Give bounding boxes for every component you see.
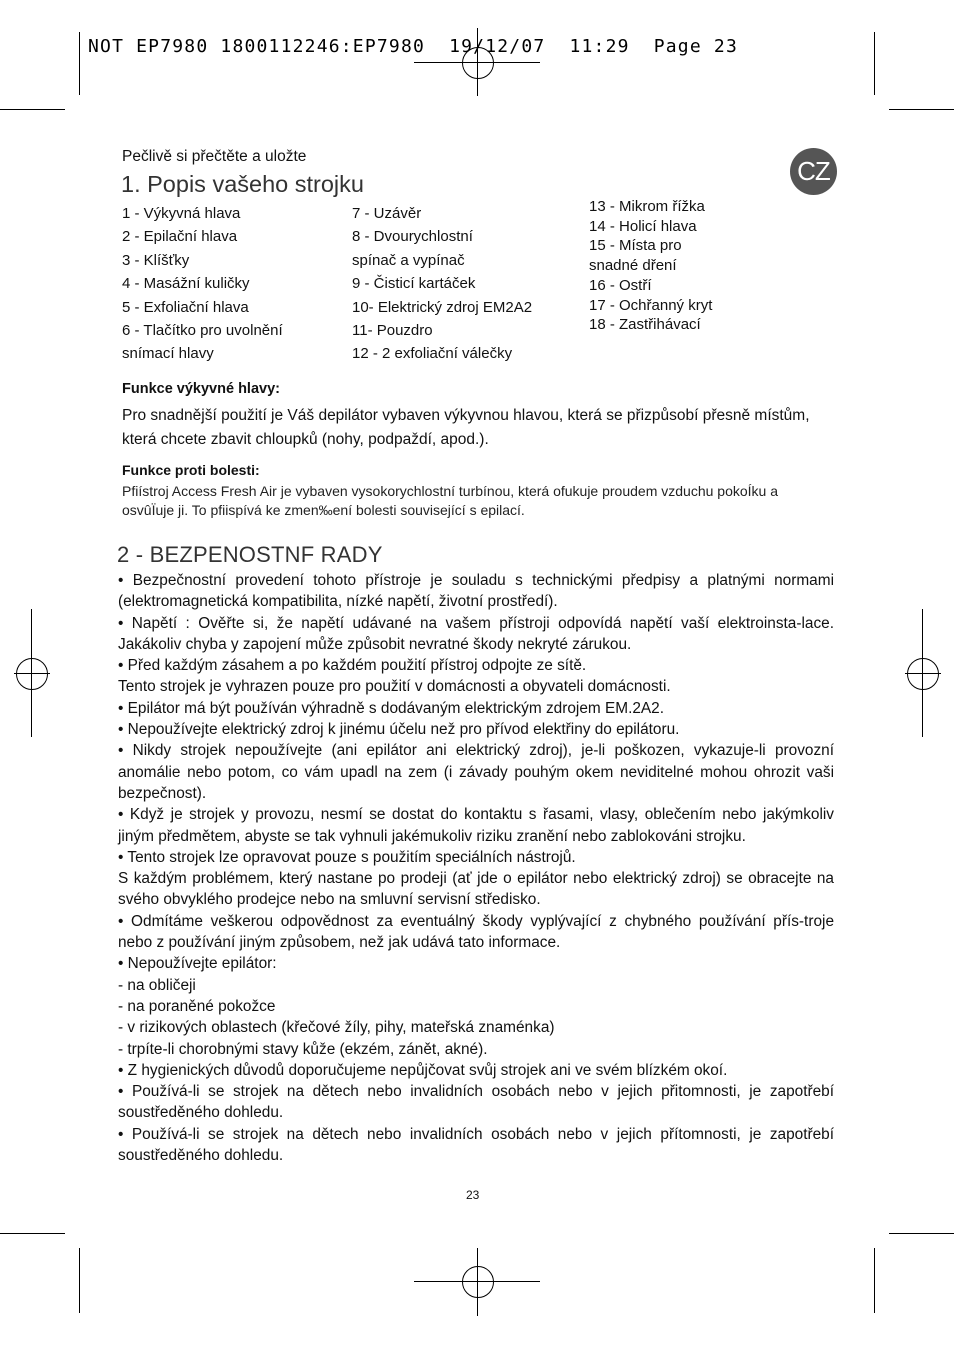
parts-list-item: 8 - Dvourychlostní [352,228,473,246]
safety-paragraph: • Epilátor má být používán výhradně s dodávaným elektrickým zdrojem EM.2A2. [118,699,665,717]
parts-list-item: 3 - Klíšťky [122,251,190,269]
registration-cross-left-h [14,673,50,674]
registration-circle-right [907,658,939,690]
crop-mark-bottom-left-v [79,1248,80,1313]
parts-list-item: 14 - Holicí hlava [589,217,697,235]
registration-cross-bottom-v [477,1248,478,1316]
parts-list-item: 9 - Čisticí kartáček [352,275,476,293]
parts-list-item: 5 - Exfoliační hlava [122,298,249,316]
parts-list-column-2 [352,202,532,366]
parts-list-item: 13 - Mikrom řížka [589,198,705,215]
print-slug-header: NOT EP7980 1800112246:EP7980 19/12/07 11:29 Page 23 [88,36,738,57]
anti-pain-heading: Funkce proti bolesti: [122,462,260,478]
parts-list-item: 4 - Masážní kuličky [122,275,250,293]
parts-list-item: 10- Elektrický zdroj EM2A2 [352,298,533,316]
safety-paragraph: • Z hygienických důvodů doporučujeme nepůjčovat svůj strojek ani ve svém blízkém okoí. [118,1061,728,1079]
parts-list-item: spínač a vypínač [352,251,465,269]
parts-list-item: snadné dření [589,257,677,275]
safety-paragraph: - trpíte-li chorobnými stavy kůže (ekzém, zánět, akné). [118,1040,488,1058]
registration-cross-right-h [905,673,941,674]
registration-cross-right-v [922,609,923,737]
registration-circle-bottom [462,1266,494,1298]
swivel-function-heading: Funkce výkyvné hlavy: [122,381,280,397]
parts-list-item: 7 - Uzávěr [352,205,422,222]
safety-paragraph: • Bezpečnostní provedení tohoto přístroje je souladu s technickými předpisy a platnými normami (elektromagnetická kompatibilita, nízké napětí, životní prostředí). [118,572,834,611]
crop-mark-top-left-v [79,32,80,95]
parts-list-item: 1 - Výkyvná hlava [122,205,241,222]
safety-paragraph: • Před každým zásahem a po každém použití přístroj odpojte ze sítě. [118,657,587,675]
parts-list-item: 17 - Ochřanný kryt [589,296,713,314]
registration-cross-left-v [31,609,32,737]
parts-list-item: 15 - Místa pro [589,237,682,255]
parts-list-item: 2 - Epilační hlava [122,228,238,246]
parts-list-item: 16 - Ostří [589,276,652,294]
page-number: 23 [466,1188,480,1202]
safety-paragraph: • Používá-li se strojek na dětech nebo invalidních osobách nebo v jejich přitomnosti, je zapotřebí soustředěného dohledu. [118,1083,834,1122]
parts-list-item: 11- Pouzdro [352,322,433,340]
anti-pain-text: Pfiístroj Access Fresh Air je vybaven vysokorychlostní turbínou, která ofukuje proudem vzduchu pokoÍku a osvûÏuje ji. To pfiispívá ke zmen‰ení bolesti související s epilací. [122,483,778,518]
crop-mark-bottom-right-v [874,1248,875,1313]
parts-list-item: snímací hlavy [122,345,214,363]
parts-list-column-1 [122,202,283,366]
parts-list-item: 12 - 2 exfoliační válečky [352,345,513,363]
parts-list-column-3 [589,197,712,335]
safety-paragraph: • Nepoužívejte elektrický zdroj k jinému účelu než pro přívod elektřiny do epilátoru. [118,721,680,739]
swivel-function-text: Pro snadnější použití je Váš depilátor vybaven výkyvnou hlavou, která se přizpůsobí přesně místům, která chcete zbavit chloupků (nohy, podpaždí, apod.). [122,407,810,448]
safety-paragraph: • Tento strojek lze opravovat pouze s použitím speciálních nástrojů. [118,848,576,866]
section-2-title: 2 - BEZPENOSTNF RADY [117,542,383,567]
safety-paragraph: • Když je strojek y provozu, nesmí se dostat do kontaktu s řasami, vlasy, oblečením nebo jakýmkoliv jiným předmětem, abyste se tak vyhnuli jakémukoliv riziku zranění nebo zablokováni strojku. [118,806,834,845]
safety-paragraph: - na obličeji [118,976,196,994]
parts-list-item: 18 - Zastřihávací [589,316,701,334]
crop-mark-top-right-h [889,109,954,110]
crop-mark-bottom-left-h [0,1233,65,1234]
crop-mark-bottom-right-h [889,1233,954,1234]
crop-mark-top-left-h [0,109,65,110]
section-1-title: 1. Popis vašeho strojku [121,171,364,197]
safety-paragraph: - v rizikových oblastech (křečové žíly, pihy, mateřská znaménka) [118,1019,555,1037]
safety-paragraph: - na poraněné pokožce [118,997,276,1015]
safety-paragraph: • Používá-li se strojek na dětech nebo invalidních osobách nebo v jejich přítomnosti, je zapotřebí soustředěného dohledu. [118,1125,834,1165]
safety-paragraph: • Odmítáme veškerou odpovědnost za eventuálný škody vyplývající z chybného používání přís-troje nebo z používání jiným způsobem, než jak udává tato informace. [118,912,834,952]
safety-paragraph: • Napětí : Ověřte si, že napětí udávané na vašem přístroji odpovídá napětí vaší elektroinsta-lace. Jakákoliv chyba y zapojení může způsobit nevratné škody nekryté zárukou. [118,614,834,653]
intro-text: Pečlivě si přečtěte a uložte [122,148,307,165]
registration-circle-left [16,658,48,690]
safety-paragraph: Tento strojek je vyhrazen pouze pro použití v domácnosti a obyvateli domácnosti. [118,678,671,696]
safety-paragraph: • Nikdy strojek nepoužívejte (ani epilátor ani elektrický zdroj), je-li poškozen, vykazuje-li provozní anomálie nebo potom, co vám upadl na zem (i závady pouhým okem neviditelné mohou ohrozit vaši bezpečnost). [118,742,834,802]
language-badge: CZ [790,148,837,195]
safety-instructions [118,570,834,1166]
safety-paragraph: • Nepoužívejte epilátor: [118,955,277,973]
parts-list-item: 6 - Tlačítko pro uvolnění [122,322,283,340]
crop-mark-top-right-v [874,32,875,95]
safety-paragraph: S každým problémem, který nastane po prodeji (ať jde o epilátor nebo elektrický zdroj) se obracejte na svého obvyklého prodejce nebo na smluvní servisní středisko. [118,870,834,909]
